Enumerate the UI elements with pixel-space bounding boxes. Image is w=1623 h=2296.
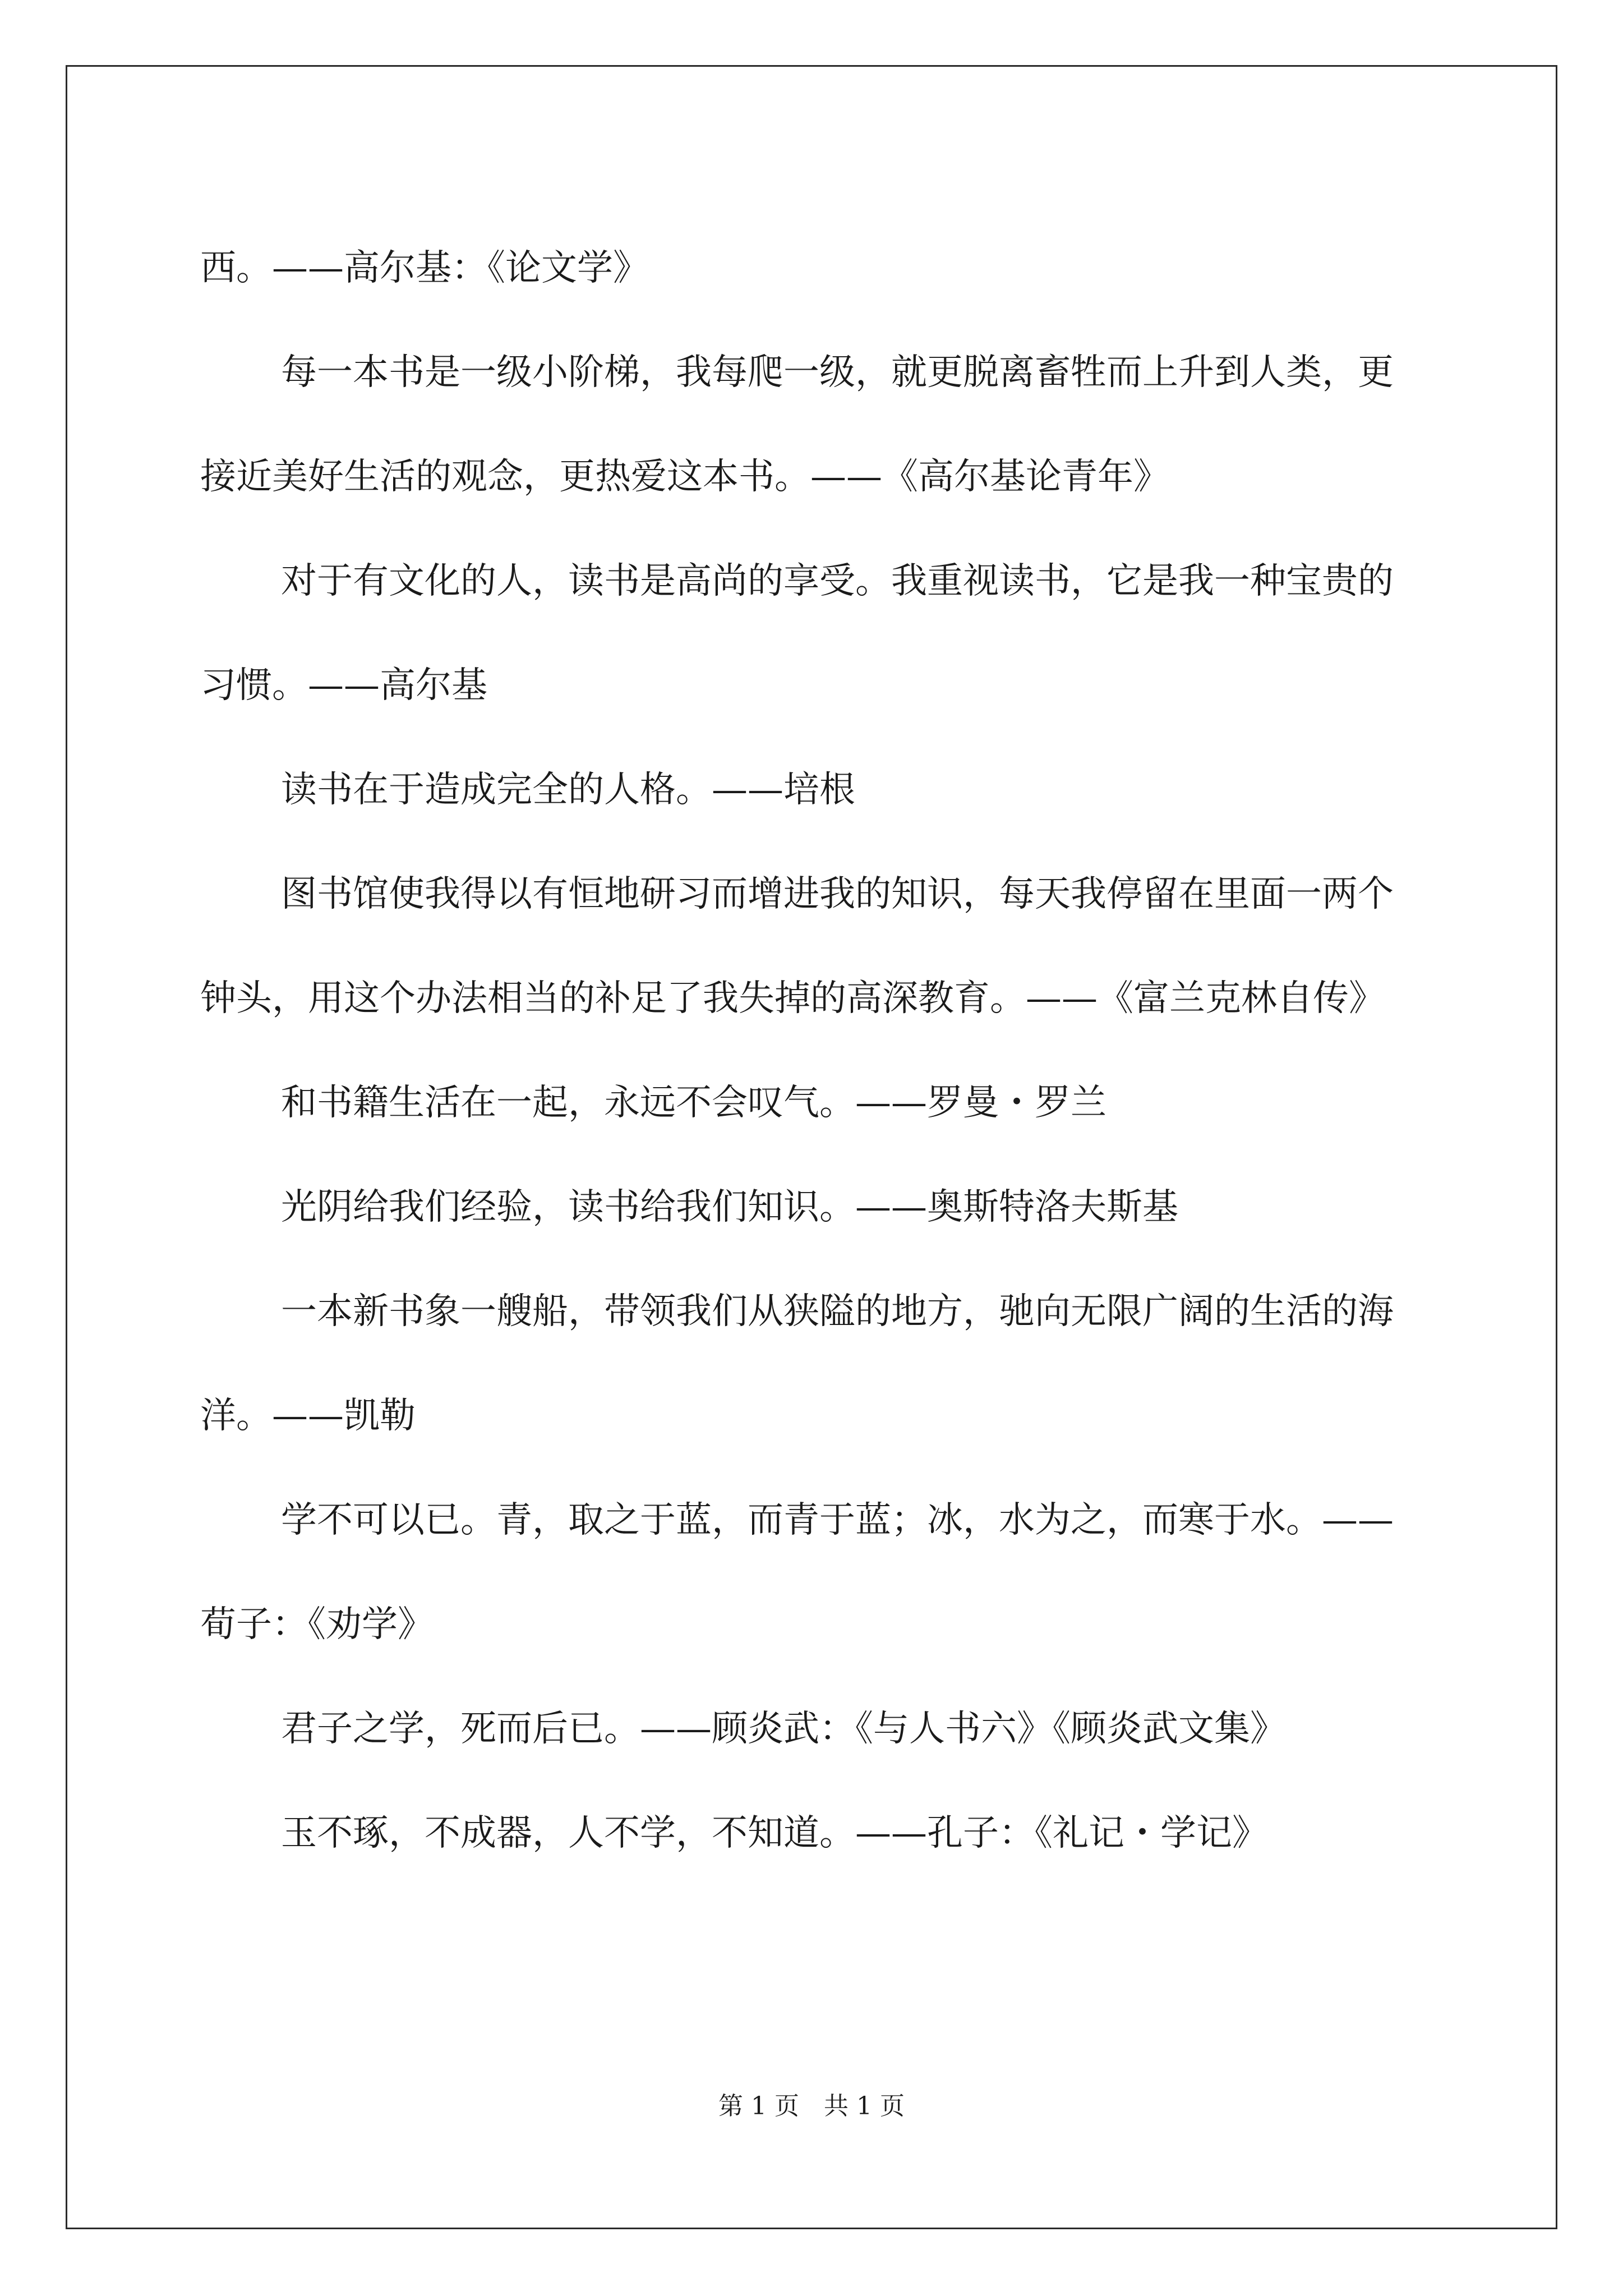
paragraph: 对于有文化的人，读书是高尚的享受。我重视读书，它是我一种宝贵的习惯。——高尔基 <box>200 560 1394 706</box>
page-number: 第 1 页 <box>718 2092 799 2120</box>
page-footer <box>0 2086 1623 2122</box>
paragraph: 西。——高尔基：《论文学》 <box>200 247 649 289</box>
paragraph: 图书馆使我得以有恒地研习而增进我的知识，每天我停留在里面一两个钟头，用这个办法相当的补足了我失掉的高深教育。——《富兰克林自传》 <box>200 873 1394 1019</box>
page-total: 共 1 页 <box>824 2092 905 2120</box>
paragraph: 光阴给我们经验，读书给我们知识。——奥斯特洛夫斯基 <box>281 1186 1178 1228</box>
paragraph: 和书籍生活在一起，永远不会叹气。——罗曼・罗兰 <box>281 1082 1106 1124</box>
paragraph: 学不可以已。青，取之于蓝，而青于蓝；冰，水为之，而寒于水。——荀子：《劝学》 <box>200 1499 1394 1645</box>
paragraph: 读书在于造成完全的人格。——培根 <box>281 769 855 811</box>
paragraph: 每一本书是一级小阶梯，我每爬一级，就更脱离畜牲而上升到人类，更接近美好生活的观念，更热爱这本书。——《高尔基论青年》 <box>200 352 1394 498</box>
paragraph: 玉不琢，不成器，人不学，不知道。——孔子：《礼记・学记》 <box>281 1812 1268 1854</box>
paragraph: 一本新书象一艘船，带领我们从狭隘的地方，驰向无限广阔的生活的海洋。——凯勒 <box>200 1291 1394 1437</box>
document-body <box>200 216 1428 1885</box>
paragraph: 君子之学，死而后已。——顾炎武：《与人书六》《顾炎武文集》 <box>281 1708 1286 1750</box>
